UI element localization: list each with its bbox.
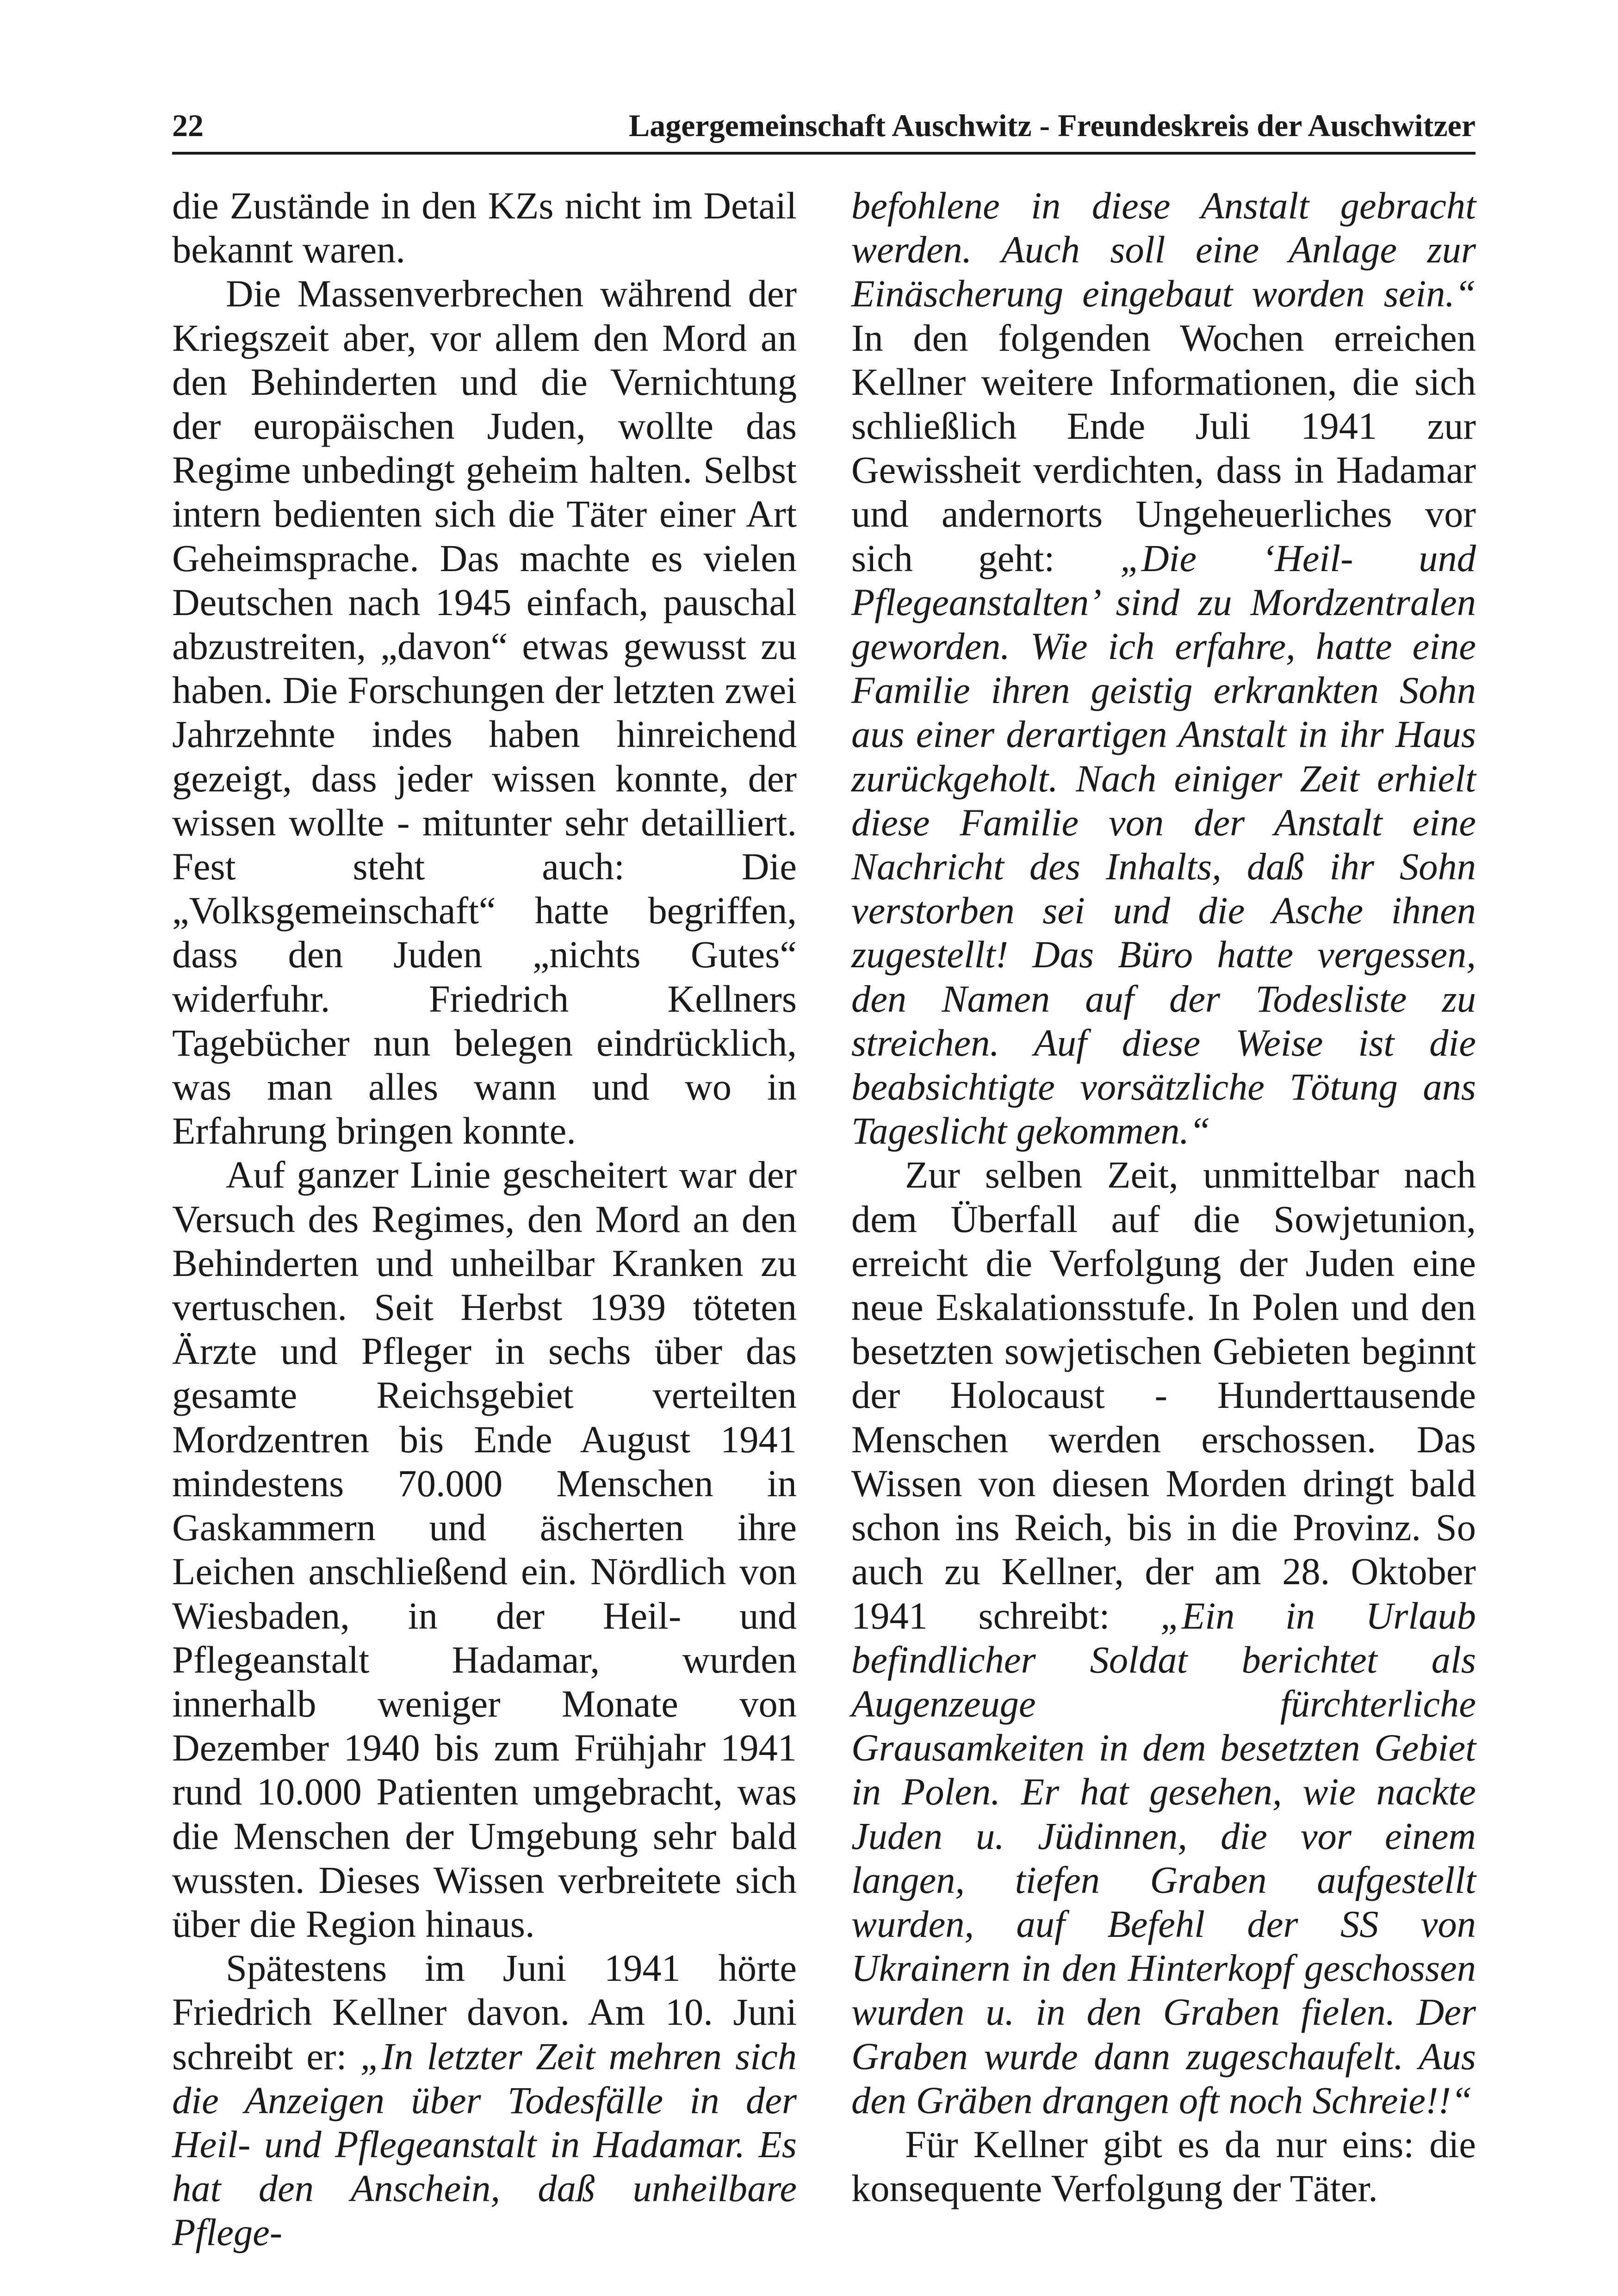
diary-quote: „In letzter Zeit mehren sich die Anzeigen über Todesfälle in der Heil- und Pflegeanstalt in Hadamar. Es hat den Anschein, daß unheilbare Pflege- bbox=[172, 2035, 797, 2254]
running-title: Lagergemeinschaft Auschwitz - Freundeskreis der Auschwitzer bbox=[628, 108, 1475, 143]
paragraph-text: In den folgenden Wochen erreichen Kellner weitere Informationen, die sich schließlich Ende Juli 1941 zur Gewissheit verdichten, dass in Hadamar und andernorts Ungeheuerliches vor sich geht: bbox=[851, 316, 1476, 579]
paragraph: die Zustände in den KZs nicht im Detail bekannt waren. bbox=[172, 184, 797, 271]
page-header bbox=[172, 101, 1475, 155]
paragraph-text: Spätestens im Juni 1941 hörte Friedrich Kellner davon. Am 10. Juni schreibt er: bbox=[172, 1947, 797, 2078]
paragraph: Für Kellner gibt es da nur eins: die konsequente Verfolgung der Täter. bbox=[851, 2122, 1476, 2210]
paragraph: Auf ganzer Linie gescheitert war der Versuch des Regimes, den Mord an den Behinderten und unheilbar Kranken zu vertuschen. Seit Herbst 1939 töteten Ärzte und Pfleger in sechs über das gesamte Reichsgebiet verteilten Mordzentren bis Ende August 1941 mindestens 70.000 Menschen in Gaskammern und äscherten ihre Leichen anschließend ein. Nördlich von Wiesbaden, in der Heil- und Pflegeanstalt Hadamar, wurden innerhalb weniger Monate von Dezember 1940 bis zum Frühjahr 1941 rund 10.000 Patienten umgebracht, was die Menschen der Umgebung sehr bald wussten. Dieses Wissen verbreitete sich über die Region hinaus. bbox=[172, 1153, 797, 1945]
paragraph bbox=[172, 1946, 797, 2254]
right-column bbox=[851, 184, 1476, 2210]
paragraph-text: Zur selben Zeit, unmittelbar nach dem Überfall auf die Sowjetunion, erreicht die Verfolgung der Juden eine neue Eskalationsstufe. In Polen und den besetzten sowjetischen Gebieten beginnt der Holocaust - Hunderttausende Menschen werden erschossen. Das Wissen von diesen Morden dringt bald schon ins Reich, bis in die Provinz. So auch zu Kellner, der am 28. Oktober 1941 schreibt: bbox=[851, 1153, 1476, 1637]
diary-quote: „Ein in Urlaub befindlicher Soldat berichtet als Augenzeuge fürchterliche Grausamkeiten in dem besetzten Gebiet in Polen. Er hat gesehen, wie nackte Juden u. Jüdinnen, die vor einem langen, tiefen Graben aufgestellt wurden, auf Befehl der SS von Ukrainern in den Hinterkopf geschossen wurden u. in den Graben fielen. Der Graben wurde dann zugeschaufelt. Aus den Gräben drangen oft noch Schreie!!“ bbox=[851, 1594, 1476, 2122]
paragraph bbox=[851, 1153, 1476, 2122]
paragraph bbox=[851, 184, 1476, 1153]
diary-quote: „Die ‘Heil- und Pflegeanstalten’ sind zu Mordzentralen geworden. Wie ich erfahre, hatte eine Familie ihren geistig erkrankten Sohn aus einer derartigen Anstalt in ihr Haus zurückgeholt. Nach einiger Zeit erhielt diese Familie von der Anstalt eine Nachricht des Inhalts, daß ihr Sohn verstorben sei und die Asche ihnen zugestellt! Das Büro hatte vergessen, den Namen auf der Todesliste zu streichen. Auf diese Weise ist die beabsichtigte vorsätzliche Tötung ans Tageslicht gekommen.“ bbox=[851, 536, 1476, 1152]
paragraph: Die Massenverbrechen während der Kriegszeit aber, vor allem den Mord an den Behinderten und die Vernichtung der europäischen Juden, wollte das Regime unbedingt geheim halten. Selbst intern bedienten sich die Täter einer Art Geheimsprache. Das machte es vielen Deutschen nach 1945 einfach, pauschal abzustreiten, „davon“ etwas gewusst zu haben. Die Forschungen der letzten zwei Jahrzehnte indes haben hinreichend gezeigt, dass jeder wissen konnte, der wissen wollte - mitunter sehr detailliert. Fest steht auch: Die „Volksgemeinschaft“ hatte begriffen, dass den Juden „nichts Gutes“ widerfuhr. Friedrich Kellners Tagebücher nun belegen eindrücklich, was man alles wann und wo in Erfahrung bringen konnte. bbox=[172, 272, 797, 1152]
diary-quote: befohlene in diese Anstalt gebracht werden. Auch soll eine Anlage zur Einäscherung eingebaut worden sein.“ bbox=[851, 184, 1476, 315]
page-number: 22 bbox=[172, 108, 204, 143]
left-column bbox=[172, 184, 797, 2255]
